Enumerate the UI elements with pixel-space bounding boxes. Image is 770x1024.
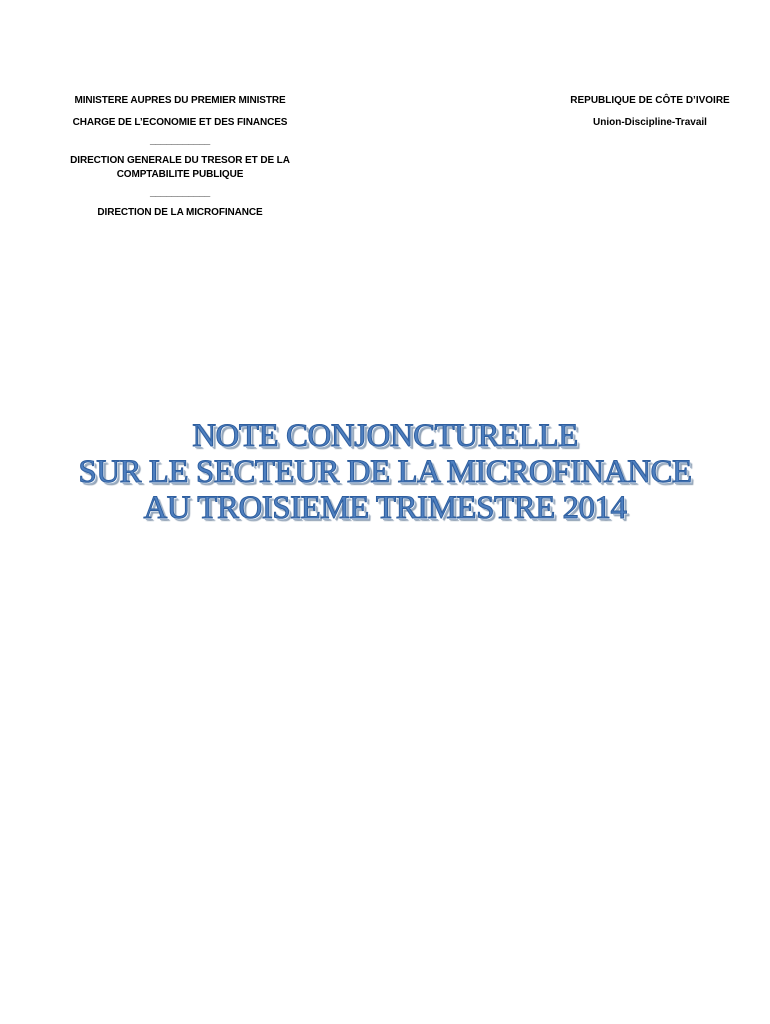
ministry-header (50, 94, 310, 220)
separator-line-1: ___________ (149, 135, 211, 146)
republic-header (540, 94, 760, 130)
national-motto: Union-Discipline-Travail (593, 117, 707, 128)
directorate-general-line-2: COMPTABILITE PUBLIQUE (116, 169, 244, 180)
title-line-1: NOTE CONJONCTURELLE (192, 418, 578, 454)
directorate-general-line-1: DIRECTION GENERALE DU TRESOR ET DE LA (70, 155, 290, 166)
ministry-name-line-1: MINISTERE AUPRES DU PREMIER MINISTRE (74, 95, 286, 106)
document-title (0, 418, 770, 526)
title-line-2: SUR LE SECTEUR DE LA MICROFINANCE (78, 454, 692, 490)
ministry-name-line-2: CHARGE DE L’ECONOMIE ET DES FINANCES (72, 117, 288, 128)
directorate-name: DIRECTION DE LA MICROFINANCE (97, 207, 263, 218)
title-line-3: AU TROISIEME TRIMESTRE 2014 (143, 490, 627, 526)
separator-line-2: ___________ (149, 187, 211, 198)
country-name: REPUBLIQUE DE CÔTE D’IVOIRE (570, 95, 730, 106)
